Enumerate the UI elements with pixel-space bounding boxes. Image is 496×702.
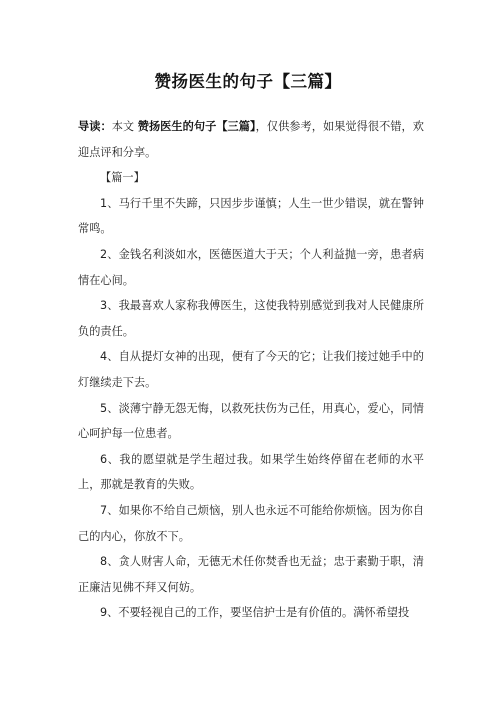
lead-label: 导读： (78, 120, 112, 133)
lead-paragraph (78, 114, 424, 165)
section-heading: 【篇一】 (100, 171, 145, 185)
list-item: 2、金钱名利淡如水，医德医道大于天；个人利益抛一旁，患者病情在心间。 (78, 247, 424, 287)
lead-prefix: 本文 (111, 120, 138, 133)
document-title: 赞扬医生的句子【三篇】 (154, 72, 342, 91)
list-item: 1、马行千里不失蹄，只因步步谨慎；人生一世少错误，就在警钟常鸣。 (78, 196, 424, 236)
list-item: 4、自从提灯女神的出现，便有了今天的它；让我们接过她手中的灯继续走下去。 (78, 350, 424, 389)
list-item: 3、我最喜欢人家称我傅医生，这使我特别感觉到我对人民健康所负的责任。 (78, 299, 424, 338)
list-item: 5、淡薄宁静无怨无悔，以救死扶伤为己任，用真心，爱心，同情心呵护每一位患者。 (78, 401, 424, 441)
lead-suffix: ，仅供参考，如果觉得很不错，欢迎点评和分享。 (78, 120, 424, 159)
list-item: 7、如果你不给自己烦恼，别人也永远不可能给你烦恼。因为你自己的内心，你放不下。 (78, 503, 424, 543)
list-item: 6、我的愿望就是学生超过我。如果学生始终停留在老师的水平上，那就是教育的失败。 (78, 452, 424, 492)
list-item: 8、贪人财害人命，无德无术任你焚香也无益；忠于素勤于职，清正廉洁见佛不拜又何妨。 (78, 555, 424, 594)
lead-title-ref: 赞扬医生的句子【三篇】 (137, 120, 256, 133)
list-item: 9、不要轻视自己的工作，要坚信护士是有价值的。满怀希望投 (100, 606, 410, 620)
document-body (78, 114, 424, 626)
